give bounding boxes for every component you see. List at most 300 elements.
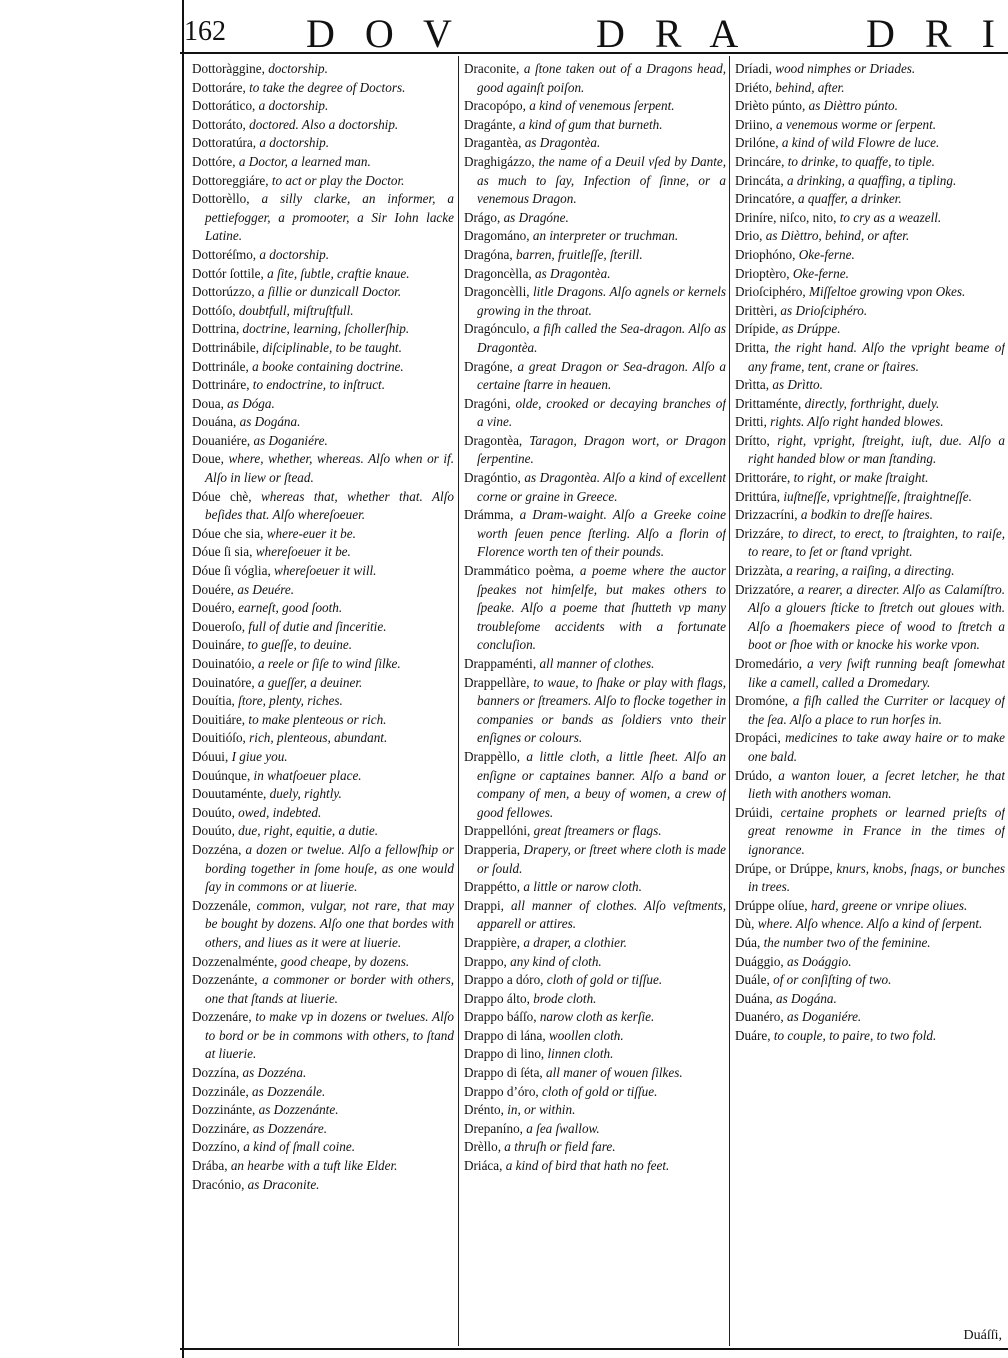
dictionary-entry xyxy=(735,97,1005,116)
entry-headword: Draghigázzo, xyxy=(464,153,535,169)
entry-definition: as Dozzenále. xyxy=(252,1083,326,1099)
entry-definition: doubtfull, miſtruſtfull. xyxy=(238,302,354,318)
entry-definition: where. Alſo whence. Alſo a kind of ſerpent. xyxy=(757,916,983,932)
entry-definition: directly, forthright, duely. xyxy=(804,395,940,411)
dictionary-entry xyxy=(192,246,454,265)
entry-headword: Drúidi, xyxy=(735,804,773,820)
entry-headword: Drittèri, xyxy=(735,302,778,318)
entry-definition: a draper, a clothier. xyxy=(523,934,627,950)
dictionary-entry xyxy=(735,990,1005,1009)
entry-headword: Drítto, xyxy=(735,432,770,448)
entry-headword: Dottrina, xyxy=(192,321,240,337)
entry-headword: Doua, xyxy=(192,395,224,411)
dictionary-entry xyxy=(464,320,726,357)
entry-definition: a rearer, a directer. Alſo as Calamíſtro. Alſo a glouers ſticke to ſtretch out gloues with. Alſo a ſhoemakers piece of wood to ſtretch a boot or ſhoe with or knocke his worke vpon. xyxy=(748,581,1005,653)
entry-definition: as Drioſciphéro. xyxy=(780,302,868,318)
entry-headword: Dríadi, xyxy=(735,61,772,76)
entry-headword: Drappo di lino, xyxy=(464,1046,545,1062)
entry-definition: as Doággio. xyxy=(787,953,852,969)
dictionary-entry xyxy=(464,1008,726,1027)
entry-definition: Drapery, or ſtreet where cloth is made or ſould. xyxy=(477,841,726,876)
entry-definition: the name of a Deuil vſed by Dante, as much to ſay, Infection of ſinne, or a venemous Dragon. xyxy=(477,153,726,207)
dictionary-entry xyxy=(464,1138,726,1157)
entry-definition: a rearing, a raiſing, a directing. xyxy=(786,563,955,579)
dictionary-entry xyxy=(464,227,726,246)
dictionary-entry xyxy=(735,134,1005,153)
dictionary-entry xyxy=(192,450,454,487)
dictionary-entry xyxy=(735,60,1005,79)
entry-definition: as Doganiére. xyxy=(787,1009,862,1025)
dictionary-entry xyxy=(192,432,454,451)
dictionary-entry xyxy=(192,283,454,302)
entry-headword: Drágo, xyxy=(464,209,501,225)
dictionary-entry xyxy=(464,953,726,972)
dictionary-entry xyxy=(735,395,1005,414)
dictionary-entry xyxy=(192,636,454,655)
entry-headword: Dóue chè, xyxy=(192,488,252,504)
dictionary-entry xyxy=(735,692,1005,729)
entry-definition: in, or within. xyxy=(507,1102,576,1118)
entry-definition: the right hand. Alſo the vpright beame of any frame, tent, crane or ſtaires. xyxy=(748,339,1005,374)
dictionary-entry xyxy=(464,116,726,135)
entry-headword: Dottorático, xyxy=(192,98,256,114)
entry-headword: Drénto, xyxy=(464,1102,504,1118)
entry-definition: a commoner or border with others, one that ſtands at liuerie. xyxy=(205,972,454,1006)
entry-headword: Dozzenáre, xyxy=(192,1009,252,1025)
dictionary-entry xyxy=(464,1101,726,1120)
entry-definition: Oke-ferne. xyxy=(798,246,855,262)
dictionary-entry xyxy=(192,748,454,767)
dictionary-entry xyxy=(464,841,726,878)
entry-definition: a ſea ſwallow. xyxy=(526,1120,600,1136)
entry-definition: of or conſiſting of two. xyxy=(773,972,892,988)
entry-definition: owed, indebted. xyxy=(238,804,322,820)
dictionary-entry xyxy=(464,283,726,320)
entry-headword: Dóue che sia, xyxy=(192,525,264,541)
entry-headword: Dottoráre, xyxy=(192,79,246,95)
entry-headword: Drammático poèma, xyxy=(464,563,575,579)
entry-definition: a gueſſer, a deuiner. xyxy=(257,674,363,690)
entry-definition: full of dutie and ſinceritie. xyxy=(248,618,387,634)
entry-definition: all manner of clothes. xyxy=(539,656,655,671)
entry-definition: to act or play the Doctor. xyxy=(271,172,405,188)
entry-definition: as Dozzenáre. xyxy=(252,1120,328,1136)
dictionary-entry xyxy=(192,785,454,804)
entry-headword: Drizzacríni, xyxy=(735,507,798,523)
dictionary-entry xyxy=(192,953,454,972)
entry-headword: Drittúra, xyxy=(735,488,781,504)
dictionary-entry xyxy=(464,990,726,1009)
dictionary-entry xyxy=(735,376,1005,395)
entry-headword: Drizzáre, xyxy=(735,525,784,541)
entry-definition: as Dozzéna. xyxy=(242,1065,307,1081)
entry-definition: narow cloth as kerſie. xyxy=(539,1009,655,1025)
dictionary-entry xyxy=(735,506,1005,525)
dictionary-entry xyxy=(735,581,1005,655)
dictionary-entry xyxy=(735,302,1005,321)
entry-definition: a venemous worme or ſerpent. xyxy=(776,116,937,132)
entry-headword: Dragoncèlla, xyxy=(464,265,532,281)
entry-headword: Drittaménte, xyxy=(735,395,802,411)
dictionary-entry xyxy=(192,599,454,618)
entry-headword: Dozzíno, xyxy=(192,1139,240,1155)
entry-definition: as Doganiére. xyxy=(253,432,328,448)
entry-definition: whereſoeuer it be. xyxy=(255,544,351,560)
entry-definition: a bodkin to dreſſe haires. xyxy=(800,507,933,523)
entry-headword: Drio, xyxy=(735,228,763,244)
entry-headword: Drappo báſſo, xyxy=(464,1009,537,1025)
dictionary-entry xyxy=(192,1083,454,1102)
dictionary-entry xyxy=(192,395,454,414)
dictionary-entry xyxy=(192,1176,454,1195)
entry-headword: Drappière, xyxy=(464,934,521,950)
entry-definition: woollen cloth. xyxy=(548,1027,624,1043)
entry-definition: a ſillie or dunzicall Doctor. xyxy=(257,284,402,300)
entry-definition: a fiſh called the Curriter or lacquey of the ſea. Alſo a place to run horſes in. xyxy=(748,693,1005,727)
dictionary-entry xyxy=(464,265,726,284)
entry-headword: Drappellóni, xyxy=(464,823,531,839)
entry-headword: Dottoréſmo, xyxy=(192,246,257,262)
entry-headword: Drúppe olíue, xyxy=(735,897,808,913)
entry-headword: Dritta, xyxy=(735,339,770,355)
entry-definition: a reele or ſiſe to wind ſilke. xyxy=(257,656,401,671)
entry-headword: Dracopópo, xyxy=(464,98,526,114)
entry-headword: Driáca, xyxy=(464,1158,503,1174)
dictionary-entry xyxy=(464,246,726,265)
entry-headword: Drapperia, xyxy=(464,841,521,857)
dictionary-entry xyxy=(735,488,1005,507)
entry-headword: Dottoreggiáre, xyxy=(192,172,269,188)
entry-definition: a booke containing doctrine. xyxy=(252,358,404,374)
entry-definition: brode cloth. xyxy=(533,990,597,1006)
entry-headword: Drioptèro, xyxy=(735,265,790,281)
dictionary-entry xyxy=(192,413,454,432)
entry-headword: Drilóne, xyxy=(735,135,779,151)
entry-headword: Drappaménti, xyxy=(464,656,537,671)
entry-headword: Douitiáre, xyxy=(192,711,246,727)
entry-headword: Driéto, xyxy=(735,79,772,95)
dictionary-entry xyxy=(192,971,454,1008)
dictionary-entry xyxy=(735,934,1005,953)
dictionary-entry xyxy=(464,358,726,395)
dictionary-entry xyxy=(735,469,1005,488)
entry-headword: Dritti, xyxy=(735,414,767,430)
entry-definition: doctrine, learning, ſchollerſhip. xyxy=(242,321,410,337)
dictionary-entry xyxy=(464,153,726,209)
entry-definition: as Deuére. xyxy=(237,581,295,597)
dictionary-entry xyxy=(735,971,1005,990)
entry-headword: Duána, xyxy=(735,990,773,1006)
dictionary-entry xyxy=(735,320,1005,339)
entry-headword: Dottoratúra, xyxy=(192,135,257,151)
entry-definition: I giue you. xyxy=(231,748,288,764)
dictionary-entry xyxy=(464,60,726,97)
entry-definition: an hearbe with a tuft like Elder. xyxy=(230,1158,398,1174)
dictionary-entry xyxy=(464,674,726,748)
entry-headword: Drappo a dóro, xyxy=(464,972,544,988)
entry-headword: Draconite, xyxy=(464,61,520,76)
dictionary-entry xyxy=(735,525,1005,562)
entry-definition: certaine prophets or learned prieſts of great renowme in France in the times of ignorance. xyxy=(748,804,1005,857)
entry-definition: as Dragontèa. xyxy=(524,135,601,151)
entry-headword: Dragantèa, xyxy=(464,135,522,151)
entry-definition: right, vpright, ſtreight, iuſt, due. Alſo a right handed blow or man ſtanding. xyxy=(748,432,1005,467)
entry-headword: Dozzenalménte, xyxy=(192,953,278,969)
entry-headword: Douána, xyxy=(192,414,237,430)
dictionary-entry xyxy=(192,729,454,748)
dictionary-entry xyxy=(735,246,1005,265)
dictionary-entry xyxy=(735,953,1005,972)
entry-headword: Dottorèllo, xyxy=(192,191,250,207)
entry-definition: a kind of venemous ſerpent. xyxy=(529,98,675,114)
dictionary-entry xyxy=(464,655,726,674)
entry-definition: a drinking, a quaffing, a tipling. xyxy=(787,172,957,188)
dictionary-entry xyxy=(464,395,726,432)
entry-headword: Drába, xyxy=(192,1158,228,1174)
entry-definition: where, whether, whereas. Alſo when or if. Alſo in liew or ſtead. xyxy=(205,451,454,486)
entry-headword: Drepaníno, xyxy=(464,1120,523,1136)
entry-headword: Dragóni, xyxy=(464,395,511,411)
entry-definition: whereas that, whether that. Alſo beſides that. Alſo whereſoeuer. xyxy=(205,488,454,523)
entry-definition: linnen cloth. xyxy=(547,1046,614,1062)
dictionary-entry xyxy=(464,748,726,822)
entry-headword: Dozzenále, xyxy=(192,897,251,913)
dictionary-entry xyxy=(464,1157,726,1176)
dictionary-entry xyxy=(192,581,454,600)
entry-headword: Dragóna, xyxy=(464,246,513,262)
entry-definition: to cry as a weazell. xyxy=(839,209,942,225)
dictionary-entry xyxy=(464,97,726,116)
entry-headword: Douinatóre, xyxy=(192,674,255,690)
entry-headword: Drappo di ſéta, xyxy=(464,1065,543,1081)
entry-definition: as Drìtto. xyxy=(772,377,823,393)
entry-definition: a little cloth, a little ſheet. Alſo an enſigne or captaines banner. Alſo a band or company of men, a beuy of women, a crew of good fellowes. xyxy=(477,748,726,820)
dictionary-entry xyxy=(464,562,726,655)
entry-headword: Driino, xyxy=(735,116,773,132)
entry-definition: as Dozzenánte. xyxy=(258,1102,339,1118)
dictionary-entry xyxy=(735,209,1005,228)
entry-definition: duely, rightly. xyxy=(269,786,342,802)
entry-headword: Drappi, xyxy=(464,897,504,913)
dictionary-entry xyxy=(735,860,1005,897)
dictionary-entry xyxy=(192,711,454,730)
entry-headword: Doue, xyxy=(192,451,224,467)
dictionary-entry xyxy=(192,1064,454,1083)
entry-headword: Dottóre, xyxy=(192,153,236,169)
entry-definition: as Drúppe. xyxy=(781,321,841,337)
entry-definition: a doctorship. xyxy=(259,135,329,151)
dictionary-entry xyxy=(735,116,1005,135)
entry-headword: Dragománo, xyxy=(464,228,530,244)
entry-headword: Dracónio, xyxy=(192,1176,245,1192)
dictionary-entry xyxy=(735,729,1005,766)
entry-definition: a fiſh called the Sea-dragon. Alſo as Dragontèa. xyxy=(477,321,726,355)
entry-headword: Dottrináre, xyxy=(192,377,250,393)
entry-definition: doctorship. xyxy=(268,61,328,76)
entry-headword: Dottoràggine, xyxy=(192,61,265,76)
entry-definition: behind, after. xyxy=(775,79,845,95)
dictionary-entry xyxy=(735,767,1005,804)
entry-headword: Driníre, niſco, nito, xyxy=(735,209,837,225)
entry-definition: rich, plenteous, abundant. xyxy=(249,730,388,746)
entry-definition: barren, fruitleſſe, ſterill. xyxy=(516,246,643,262)
entry-definition: good cheape, by dozens. xyxy=(280,953,410,969)
dictionary-entry xyxy=(464,1083,726,1102)
entry-definition: where-euer it be. xyxy=(266,525,356,541)
entry-definition: cloth of gold or tiſſue. xyxy=(546,972,663,988)
dictionary-entry xyxy=(192,674,454,693)
entry-headword: Drappo d’óro, xyxy=(464,1083,539,1099)
entry-headword: Douúto, xyxy=(192,804,235,820)
entry-definition: knurs, knobs, ſnags, or bunches in trees. xyxy=(748,860,1005,895)
entry-definition: to right, or make ſtraight. xyxy=(793,470,929,486)
dictionary-entry xyxy=(735,562,1005,581)
entry-headword: Dragoncèlli, xyxy=(464,284,530,300)
dictionary-entry xyxy=(192,525,454,544)
entry-definition: common, vulgar, not rare, that may be bought by dozens. Alſo one that bordes with others, and liues as it were at liuerie. xyxy=(205,897,454,950)
entry-headword: Dropáci, xyxy=(735,730,781,746)
entry-headword: Drúpe, or Drúppe, xyxy=(735,860,833,876)
entry-headword: Dottóſo, xyxy=(192,302,236,318)
entry-definition: a Dram-waight. Alſo a Greeke coine worth ſeuen pence ſterling. Alſo a florin of Florence worth ten of their pounds. xyxy=(477,507,726,560)
entry-headword: Dottrinábile, xyxy=(192,339,260,355)
entry-definition: litle Dragons. Alſo agnels or kernels growing in the throat. xyxy=(477,284,726,318)
dictionary-entry xyxy=(464,1120,726,1139)
dictionary-entry xyxy=(192,1008,454,1064)
dictionary-entry xyxy=(735,153,1005,172)
entry-headword: Dragónculo, xyxy=(464,321,530,337)
entry-definition: to make plenteous or rich. xyxy=(248,711,387,727)
entry-headword: Dragóntio, xyxy=(464,470,521,486)
entry-definition: diſciplinable, to be taught. xyxy=(262,339,402,355)
dictionary-entry xyxy=(192,488,454,525)
entry-definition: the number two of the feminine. xyxy=(763,934,931,950)
entry-definition: a very ſwift running beaſt ſomewhat like a camell, called a Dromedary. xyxy=(748,656,1005,690)
entry-definition: in whatſoeuer place. xyxy=(253,767,362,783)
entry-headword: Dromedário, xyxy=(735,656,803,671)
dictionary-entry xyxy=(192,339,454,358)
dictionary-entry xyxy=(192,134,454,153)
entry-headword: Douítia, xyxy=(192,693,235,709)
entry-headword: Douutaménte, xyxy=(192,786,267,802)
entry-definition: ſtore, plenty, riches. xyxy=(238,693,343,709)
entry-headword: Dragóne, xyxy=(464,358,513,374)
entry-definition: to endoctrine, to inſtruct. xyxy=(252,377,386,393)
dictionary-entry xyxy=(464,934,726,953)
dictionary-entry xyxy=(192,1157,454,1176)
column-divider-2 xyxy=(729,56,730,1346)
dictionary-entry xyxy=(464,822,726,841)
entry-definition: as Dóga. xyxy=(227,395,275,411)
entry-definition: a thruſh or field fare. xyxy=(504,1139,616,1155)
entry-definition: any kind of cloth. xyxy=(510,953,602,969)
dictionary-entry xyxy=(192,767,454,786)
dictionary-entry xyxy=(735,897,1005,916)
entry-headword: Douinatóio, xyxy=(192,656,255,671)
entry-definition: an interpreter or truchman. xyxy=(532,228,679,244)
entry-headword: Douaniére, xyxy=(192,432,251,448)
dictionary-entry xyxy=(735,413,1005,432)
entry-definition: as Dragóne. xyxy=(503,209,569,225)
entry-definition: a wanton louer, a ſecret letcher, he that lieth with anothers woman. xyxy=(748,767,1005,802)
dictionary-entry xyxy=(464,971,726,990)
entry-definition: all manner of clothes. Alſo veſtments, apparell or attires. xyxy=(477,897,726,932)
entry-headword: Drappèllo, xyxy=(464,748,521,764)
dictionary-entry xyxy=(192,692,454,711)
entry-headword: Drincatóre, xyxy=(735,191,795,207)
dictionary-entry xyxy=(192,543,454,562)
dictionary-entry xyxy=(192,841,454,897)
bottom-rule xyxy=(180,1348,1008,1350)
entry-definition: a ſtone taken out of a Dragons head, good againſt poiſon. xyxy=(477,61,726,95)
entry-headword: Dóuui, xyxy=(192,748,229,764)
running-head-right: D R I xyxy=(866,11,1005,56)
entry-headword: Douináre, xyxy=(192,637,245,653)
dictionary-entry xyxy=(192,804,454,823)
entry-definition: a quaffer, a drinker. xyxy=(797,191,902,207)
entry-definition: as Draconite. xyxy=(247,1176,320,1192)
dictionary-entry xyxy=(192,153,454,172)
dictionary-entry xyxy=(192,358,454,377)
entry-headword: Drèllo, xyxy=(464,1139,501,1155)
entry-headword: Drizzatóre, xyxy=(735,581,794,597)
entry-definition: as Dogána. xyxy=(776,990,837,1006)
entry-headword: Drámma, xyxy=(464,507,514,523)
header-rule xyxy=(180,52,1008,54)
dictionary-entry xyxy=(192,655,454,674)
dictionary-entry xyxy=(192,60,454,79)
entry-headword: Douére, xyxy=(192,581,235,597)
entry-headword: Duággio, xyxy=(735,953,784,969)
page-number: 162 xyxy=(184,16,226,47)
entry-definition: a little or narow cloth. xyxy=(523,879,642,895)
entry-headword: Dù, xyxy=(735,916,755,932)
entry-headword: Dottór ſottile, xyxy=(192,265,264,281)
entry-headword: Dottoráto, xyxy=(192,116,246,132)
dictionary-entry xyxy=(464,1045,726,1064)
entry-definition: to gueſſe, to deuine. xyxy=(247,637,353,653)
entry-definition: as Dragontèa. Alſo a kind of excellent corne or graine in Greece. xyxy=(477,470,726,504)
dictionary-entry xyxy=(192,320,454,339)
dictionary-entry xyxy=(735,432,1005,469)
dictionary-entry xyxy=(464,1064,726,1083)
entry-headword: Drúdo, xyxy=(735,767,772,783)
entry-headword: Dragánte, xyxy=(464,116,516,132)
entry-headword: Drièto púnto, xyxy=(735,98,806,114)
entry-definition: a doctorship. xyxy=(259,246,330,262)
entry-definition: a great Dragon or Sea-dragon. Alſo a certaine ſtarre in heauen. xyxy=(477,358,726,393)
entry-definition: a kind of gum that burneth. xyxy=(518,116,663,132)
dictionary-entry xyxy=(464,878,726,897)
entry-definition: earneſt, good ſooth. xyxy=(238,600,343,616)
entry-headword: Drioſciphéro, xyxy=(735,284,806,300)
entry-headword: Drappo di lána, xyxy=(464,1027,546,1043)
entry-headword: Drappo álto, xyxy=(464,990,530,1006)
entry-headword: Dottorúzzo, xyxy=(192,284,255,300)
column-2 xyxy=(464,60,726,1176)
dictionary-entry xyxy=(192,562,454,581)
entry-definition: a ſite, ſubtle, craftie knaue. xyxy=(267,265,410,281)
entry-definition: a silly clarke, an informer, a pettiefogger, a promooter, a Sir Iohn lacke Latine. xyxy=(205,191,454,244)
entry-headword: Dúa, xyxy=(735,934,761,950)
running-head-center: D R A xyxy=(596,11,749,56)
dictionary-entry xyxy=(464,209,726,228)
dictionary-entry xyxy=(464,134,726,153)
entry-definition: iuſtneſſe, vprightneſſe, ſtraightneſſe. xyxy=(783,488,972,504)
column-1 xyxy=(192,60,454,1194)
dictionary-entry xyxy=(735,804,1005,860)
entry-headword: Doueroſo, xyxy=(192,618,246,634)
